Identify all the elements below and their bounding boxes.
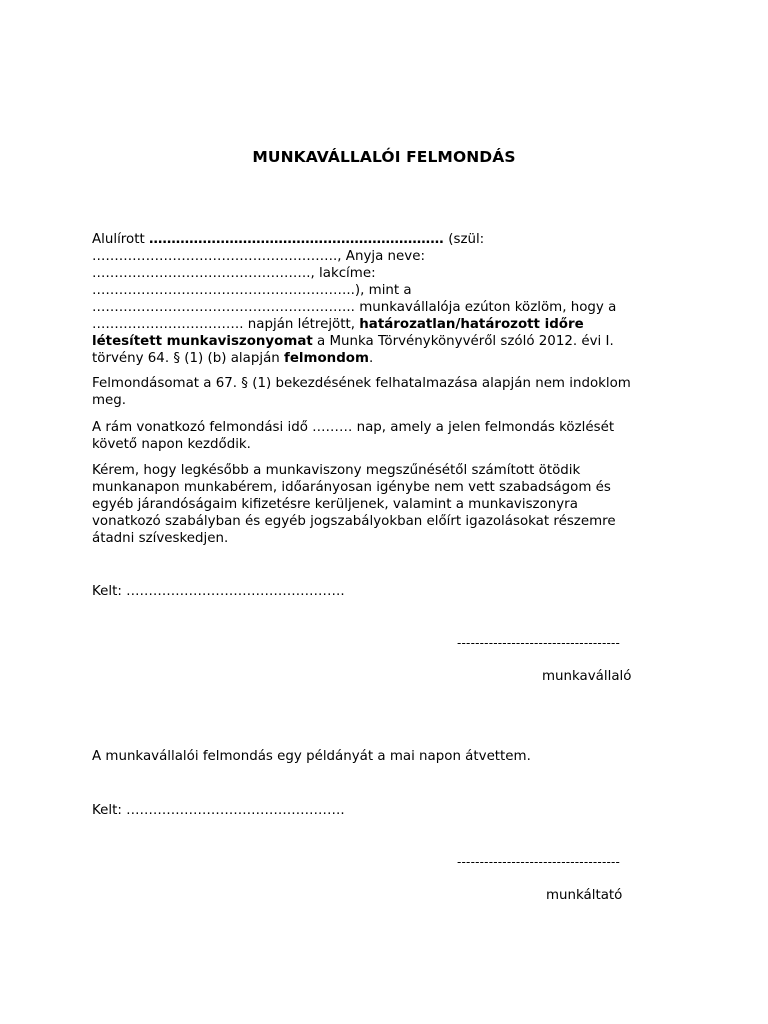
text-line: …………………………………………., lakcíme: bbox=[92, 266, 376, 281]
bold-text: létesített munkaviszonyomat bbox=[92, 334, 313, 349]
bold-text: határozatlan/határozott időre bbox=[359, 317, 584, 332]
text-line: …………………………………………………..), mint a bbox=[92, 283, 412, 298]
text-line bbox=[92, 350, 676, 367]
text-line: A rám vonatkozó felmondási idő ……… nap, amely a jelen felmondás közlését bbox=[92, 420, 615, 435]
paragraph-payment-request bbox=[92, 462, 676, 547]
text-line: munkanapon munkabérem, időarányosan igénybe nem vett szabadságom és bbox=[92, 480, 611, 495]
text-fragment: a Munka Törvénykönyvéről szóló 2012. évi I. bbox=[312, 334, 614, 349]
signature-label-employer: munkáltató bbox=[546, 888, 623, 903]
signature-label-employee: munkavállaló bbox=[542, 669, 632, 684]
document-title: MUNKAVÁLLALÓI FELMONDÁS bbox=[252, 148, 516, 166]
text-line: követő napon kezdődik. bbox=[92, 437, 251, 452]
text-line bbox=[92, 316, 676, 333]
receipt-statement: A munkavállalói felmondás egy példányát a mai napon átvettem. bbox=[92, 749, 531, 764]
text-fragment: ……………………………. napján létrejött, bbox=[92, 317, 360, 332]
signature-line-employer: ------------------------------------ bbox=[457, 855, 621, 869]
text-line: ………………………………………………….. munkavállalója ezúton közlöm, hogy a bbox=[92, 300, 617, 315]
text-fragment: törvény 64. § (1) (b) alapján bbox=[92, 351, 285, 366]
signature-line-employee: ------------------------------------ bbox=[457, 636, 621, 650]
date-field-employer: Kelt: …………………………………………. bbox=[92, 803, 345, 818]
paragraph-reason bbox=[92, 375, 676, 409]
date-field-employee: Kelt: …………………………………………. bbox=[92, 584, 345, 599]
bold-text: felmondom bbox=[284, 351, 369, 366]
paragraph-notice-period bbox=[92, 419, 676, 453]
text-fragment: (szül: bbox=[448, 232, 485, 247]
paragraph-employee-details bbox=[92, 231, 676, 367]
text-line: Felmondásomat a 67. § (1) bekezdésének felhatalmazása alapján nem indoklom bbox=[92, 376, 631, 391]
text-line: átadni szíveskedjen. bbox=[92, 531, 229, 546]
text-line: meg. bbox=[92, 393, 127, 408]
text-line: egyéb járandóságaim kifizetésre kerüljenek, valamint a munkaviszonyra bbox=[92, 497, 578, 512]
text-line: Kérem, hogy legkésőbb a munkaviszony megszűnésétől számított ötödik bbox=[92, 463, 581, 478]
text-line bbox=[92, 333, 676, 350]
text-fragment: . bbox=[368, 351, 374, 366]
text-line bbox=[92, 231, 676, 248]
text-line: vonatkozó szabályban és egyéb jogszabályokban előírt igazolásokat részemre bbox=[92, 514, 616, 529]
text-fragment: Alulírott bbox=[92, 232, 149, 247]
name-placeholder: ………………………………………………………… bbox=[148, 232, 449, 247]
text-line: ………………………………………………., Anyja neve: bbox=[92, 249, 425, 264]
